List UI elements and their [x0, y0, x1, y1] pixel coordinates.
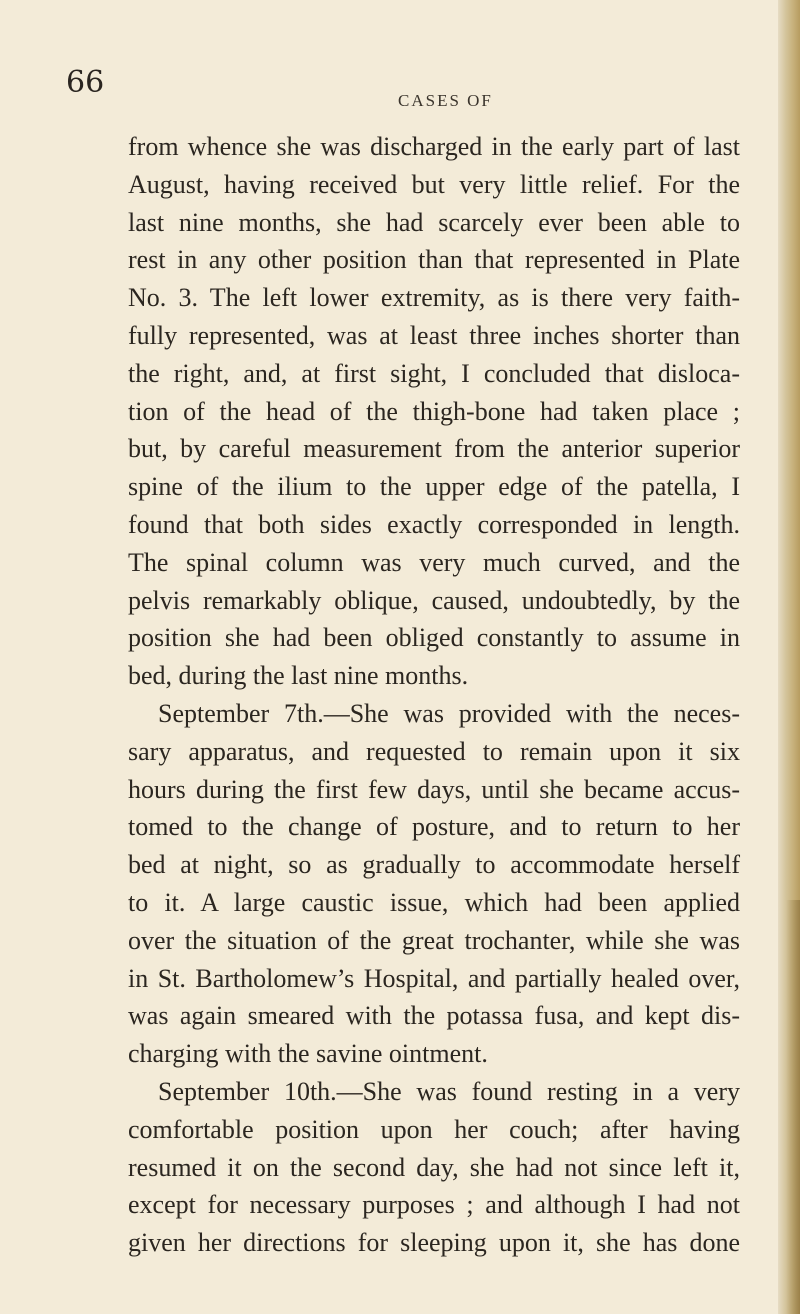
body-text: [128, 128, 740, 1262]
text-line: hours during the first few days, until she became accus-: [128, 774, 740, 804]
text-line: September 10th.—She was found resting in a very: [158, 1076, 740, 1106]
text-line: rest in any other position than that represented in Plate: [128, 245, 740, 275]
text-line: September 7th.—She was provided with the neces-: [158, 698, 740, 728]
text-line: from whence she was discharged in the early part of last: [128, 132, 740, 161]
text-line: bed, during the last nine months.: [128, 661, 469, 691]
text-line: fully represented, was at least three inches shorter than: [128, 320, 740, 350]
text-line: pelvis remarkably oblique, caused, undoubtedly, by the: [128, 585, 740, 615]
text-line: spine of the ilium to the upper edge of the patella, I: [128, 472, 740, 502]
text-line: August, having received but very little relief. For the: [128, 169, 740, 199]
text-line: the right, and, at first sight, I concluded that disloca-: [128, 358, 740, 388]
text-line: last nine months, she had scarcely ever been able to: [128, 207, 740, 237]
text-line: to it. A large caustic issue, which had been applied: [128, 887, 740, 917]
text-line: given her directions for sleeping upon it, she has done: [128, 1228, 740, 1258]
text-line: over the situation of the great trochanter, while she was: [128, 925, 740, 955]
text-line: tomed to the change of posture, and to return to her: [128, 812, 740, 842]
text-line: tion of the head of the thigh-bone had taken place ;: [128, 396, 740, 426]
text-line: in St. Bartholomew’s Hospital, and partially healed over,: [128, 963, 740, 993]
running-head: CASES OF: [398, 91, 493, 110]
text-line: resumed it on the second day, she had not since left it,: [128, 1152, 740, 1182]
text-line: bed at night, so as gradually to accommodate herself: [128, 850, 740, 880]
text-line: comfortable position upon her couch; after having: [128, 1114, 740, 1144]
text-line: The spinal column was very much curved, and the: [128, 547, 740, 577]
page-edge-stain: [786, 900, 800, 1314]
text-line: was again smeared with the potassa fusa, and kept dis-: [128, 1001, 740, 1031]
text-line: found that both sides exactly corresponded in length.: [128, 509, 740, 539]
text-line: sary apparatus, and requested to remain upon it six: [128, 736, 740, 766]
text-line: except for necessary purposes ; and although I had not: [128, 1190, 740, 1220]
text-line: No. 3. The left lower extremity, as is there very faith-: [128, 283, 740, 313]
page-number: 66: [66, 65, 105, 100]
text-line: charging with the savine ointment.: [128, 1039, 488, 1069]
text-line: but, by careful measurement from the anterior superior: [128, 434, 740, 464]
text-line: position she had been obliged constantly to assume in: [128, 623, 740, 653]
